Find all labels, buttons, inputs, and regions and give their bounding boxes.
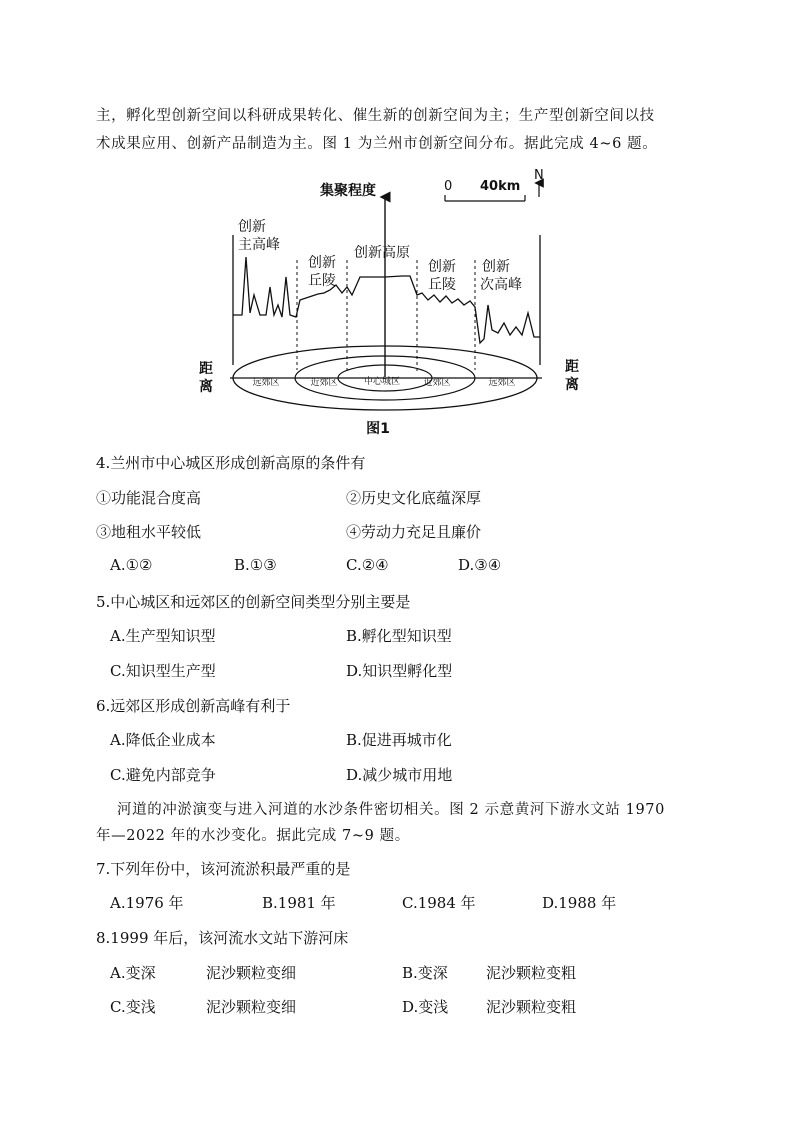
q4-statement-4: ④劳动力充足且廉价 [346,523,482,541]
q7-stem: 7.下列年份中，该河流淤积最严重的是 [96,860,351,878]
zone-far-left: 远郊区 [252,378,280,388]
hills-right-label-2: 丘陵 [428,277,456,293]
distance-left-1: 距 [199,361,213,377]
north-label: N [534,168,544,183]
q4-statement-2: ②历史文化底蕴深厚 [346,489,482,507]
q5-option-b[interactable]: B.孵化型知识型 [346,627,452,645]
q7-option-b[interactable]: B.1981 年 [262,894,336,912]
q7-option-a[interactable]: A.1976 年 [110,894,184,912]
scale-zero: 0 [444,179,453,194]
q6-option-c[interactable]: C.避免内部竞争 [110,766,216,784]
hills-left-label-2: 丘陵 [308,273,336,289]
q7-option-d[interactable]: D.1988 年 [542,894,617,912]
distance-right-2: 离 [565,377,579,393]
q5-stem: 5.中心城区和远郊区的创新空间类型分别主要是 [96,593,411,611]
zone-near-right: 近郊区 [423,378,451,388]
q7-option-c[interactable]: C.1984 年 [402,894,476,912]
q8-option-b-detail: 泥沙颗粒变粗 [486,964,577,982]
q8-option-b[interactable]: B.变深 [402,964,448,982]
intro-line-2: 术成果应用、创新产品制造为主。图 1 为兰州市创新空间分布。据此完成 4~6 题。 [96,136,658,152]
q8-option-a-detail: 泥沙颗粒变细 [206,964,297,982]
peak-main-label-2: 主高峰 [238,237,280,253]
peak-sub-label-1: 创新 [482,259,510,275]
q5-option-c[interactable]: C.知识型生产型 [110,662,216,680]
q8-option-c[interactable]: C.变浅 [110,998,156,1016]
distance-right-1: 距 [565,359,579,375]
peak-sub-label-2: 次高峰 [480,277,522,293]
q8-option-d[interactable]: D.变浅 [402,998,449,1016]
q8-stem: 8.1999 年后，该河流水文站下游河床 [96,929,349,947]
figure-caption: 图1 [366,421,390,437]
q4-option-a[interactable]: A.①② [110,556,153,574]
q8-option-d-detail: 泥沙颗粒变粗 [486,998,577,1016]
q4-statement-1: ①功能混合度高 [96,489,202,507]
q4-statement-3: ③地租水平较低 [96,523,202,541]
q6-option-d[interactable]: D.减少城市用地 [346,766,453,784]
intro2-line-1: 河道的冲淤演变与进入河道的水沙条件密切相关。图 2 示意黄河下游水文站 1970 [117,802,665,818]
plateau-label: 创新高原 [354,245,410,261]
q5-option-a[interactable]: A.生产型知识型 [110,627,216,645]
distance-left-2: 离 [199,379,213,395]
intro-line-1: 主，孵化型创新空间以科研成果转化、催生新的创新空间为主；生产型创新空间以技 [96,108,655,124]
q6-stem: 6.远郊区形成创新高峰有利于 [96,697,291,715]
zone-near-left: 近郊区 [310,378,338,388]
q4-option-d[interactable]: D.③④ [458,556,502,574]
zone-far-right: 远郊区 [488,378,516,388]
intro2-line-2: 年—2022 年的水沙变化。据此完成 7~9 题。 [96,828,410,844]
q6-option-a[interactable]: A.降低企业成本 [110,731,216,749]
q6-option-b[interactable]: B.促进再城市化 [346,731,452,749]
q8-option-a[interactable]: A.变深 [110,964,156,982]
y-axis-label: 集聚程度 [320,183,376,199]
figure-1-innovation-distribution [190,165,610,445]
q4-option-c[interactable]: C.②④ [346,556,389,574]
hills-right-label-1: 创新 [428,259,456,275]
q4-option-b[interactable]: B.①③ [234,556,277,574]
peak-main-label-1: 创新 [238,219,266,235]
q5-option-d[interactable]: D.知识型孵化型 [346,662,453,680]
q8-option-c-detail: 泥沙颗粒变细 [206,998,297,1016]
hills-left-label-1: 创新 [308,255,336,271]
scale-length: 40km [480,179,521,194]
zone-center: 中心城区 [363,377,401,387]
q4-stem: 4.兰州市中心城区形成创新高原的条件有 [96,454,366,472]
